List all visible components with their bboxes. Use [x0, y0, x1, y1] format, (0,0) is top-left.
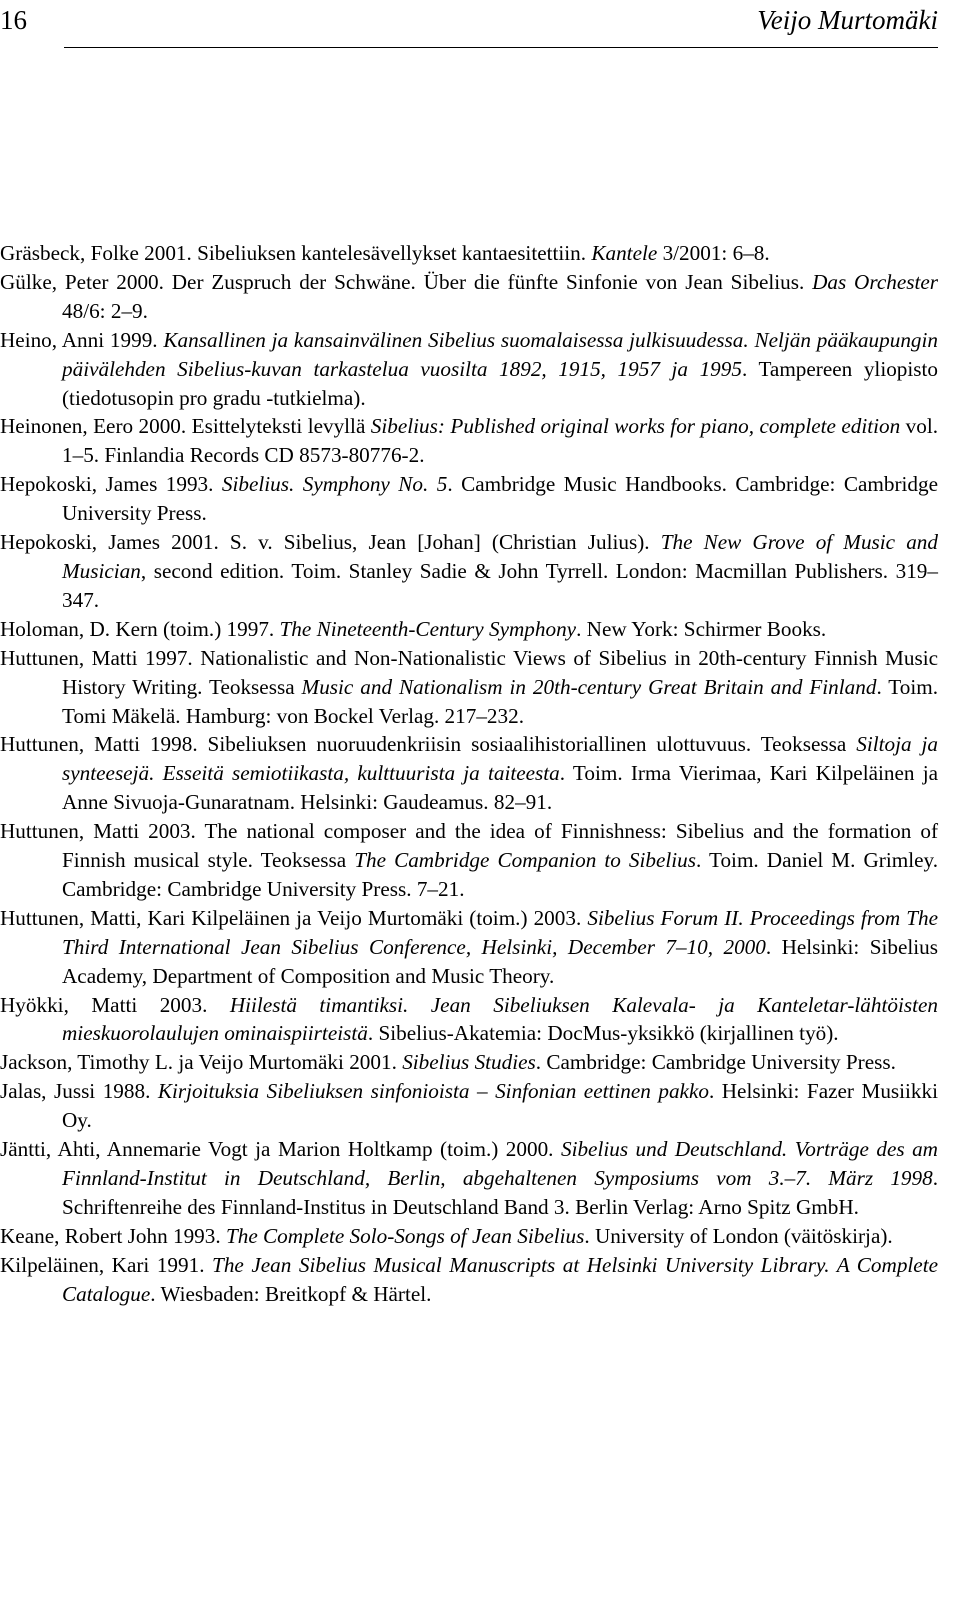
entry-text: 3/2001: 6–8. [657, 241, 770, 265]
bibliography-entry [0, 268, 938, 326]
entry-text: Heino, Anni 1999. [0, 327, 164, 352]
bibliography-entry [0, 239, 938, 268]
entry-text: . Toim. Daniel M. Grimley. Cambridge: Cambridge University Press. 7–21. [62, 848, 939, 901]
entry-text: . Toim. Irma Vierimaa, Kari Kilpeläinen ja Anne Sivuoja-Gunaratnam. Helsinki: Gaudeamus. 82–91. [62, 761, 938, 815]
entry-title: Kansallinen ja kansainvälinen Sibelius suomalaisessa julkisuudessa. Neljän pääkaupungin päivälehden Sibelius-kuvan tarkastelua vuosilta 1892, 1915, 1957 ja 1995 [62, 327, 938, 381]
bibliography-entry [0, 326, 938, 413]
entry-text: , second edition. Toim. Stanley Sadie & John Tyrrell. London: Macmillan Publishers. 319–347. [62, 558, 938, 612]
entry-text: . Helsinki: Fazer Musiikki Oy. [62, 1079, 939, 1133]
entry-text: . Toim. Tomi Mäkelä. Hamburg: von Bockel Verlag. 217–232. [62, 674, 939, 728]
entry-title: Sibelius Forum II. Proceedings from The Third International Jean Sibelius Conference, Helsinki, December 7–10, 2000 [62, 905, 938, 959]
bibliography-entry [0, 817, 938, 904]
entry-text: . University of London (väitöskirja). [584, 1223, 893, 1248]
bibliography-entry [0, 730, 938, 817]
bibliography-entry [0, 991, 938, 1049]
entry-text: . Cambridge Music Handbooks. Cambridge: Cambridge University Press. [62, 472, 938, 526]
entry-text: Jackson, Timothy L. ja Veijo Murtomäki 2001. [0, 1050, 403, 1075]
entry-title: Kirjoituksia Sibeliuksen sinfonioista – Sinfonian eettinen pakko [157, 1079, 709, 1104]
bibliography-entry [0, 1048, 938, 1077]
entry-text: Hepokoski, James 2001. S. v. Sibelius, Jean [Johan] (Christian Julius). [0, 530, 661, 555]
entry-text: Holoman, D. Kern (toim.) 1997. [0, 616, 280, 641]
entry-title: The Nineteenth-Century Symphony [279, 616, 577, 641]
entry-text: . Tampereen yliopisto (tiedotusopin pro gradu -tutkielma). [62, 356, 939, 410]
bibliography-entry [0, 1222, 938, 1251]
entry-text: Huttunen, Matti 1998. Sibeliuksen nuoruudenkriisin sosiaalihistoriallinen ulottuvuus. Teoksessa [0, 732, 857, 757]
bibliography-entry [0, 1077, 938, 1135]
entry-title: Sibelius. Symphony No. 5 [221, 472, 448, 497]
entry-text: Heinonen, Eero 2000. Esittelyteksti levyllä [0, 414, 371, 439]
bibliography-entry [0, 412, 938, 470]
entry-text: Jalas, Jussi 1988. [0, 1079, 158, 1104]
entry-title: Das Orchester [812, 269, 939, 294]
entry-text: . Sibelius-Akatemia: DocMus-yksikkö (kirjallinen työ). [367, 1021, 839, 1046]
entry-title: The Complete Solo-Songs of Jean Sibelius [225, 1223, 585, 1248]
entry-text: Gülke, Peter 2000. Der Zuspruch der Schwäne. Über die fünfte Sinfonie von Jean Sibelius. [0, 269, 813, 294]
entry-title: Hiilestä timantiksi. Jean Sibeliuksen Kalevala- ja Kanteletar-lähtöisten mieskuorolaulujen ominaispiirteistä [62, 992, 938, 1046]
bibliography-entry [0, 904, 938, 991]
entry-text: Hyökki, Matti 2003. [0, 992, 230, 1017]
entry-title: Music and Nationalism in 20th-century Great Britain and Finland [301, 674, 877, 699]
entry-title: The Cambridge Companion to Sibelius [354, 848, 697, 873]
bibliography-entry [0, 528, 938, 615]
entry-text: . New York: Schirmer Books. [576, 616, 827, 641]
bibliography-entry [0, 1251, 938, 1309]
entry-text: . Cambridge: Cambridge University Press. [535, 1050, 896, 1075]
entry-title: Sibelius Studies [402, 1050, 536, 1075]
entry-title: Kantele [591, 241, 658, 265]
entry-text: . Wiesbaden: Breitkopf & Härtel. [150, 1281, 432, 1306]
entry-title: Sibelius: Published original works for piano, complete edition [370, 414, 901, 439]
entry-text: Huttunen, Matti, Kari Kilpeläinen ja Veijo Murtomäki (toim.) 2003. [0, 905, 588, 930]
bibliography-entry [0, 1135, 938, 1222]
entry-title: Sibelius und Deutschland. Vorträge des am Finnland-Institut in Deutschland, Berlin, abgehaltenen Symposiums vom 3.–7. März 1998 [62, 1137, 938, 1190]
entry-text: Huttunen, Matti 2003. The national composer and the idea of Finnishness: Sibelius and the formation of Finnish musical style. Teoksessa [0, 819, 938, 873]
bibliography-entry [0, 470, 938, 528]
entry-text: Huttunen, Matti 1997. Nationalistic and Non-Nationalistic Views of Sibelius in 20th-century Finnish Music History Writing. Teoksessa [0, 645, 938, 699]
page-number: 16 [0, 5, 27, 35]
page-header [0, 0, 938, 50]
bibliography-entry [0, 644, 938, 731]
entry-text: Kilpeläinen, Kari 1991. [0, 1252, 213, 1277]
bibliography-list [0, 239, 938, 1309]
entry-text: 48/6: 2–9. [62, 298, 148, 323]
running-head: Veijo Murtomäki [757, 5, 938, 35]
entry-text: . Helsinki: Sibelius Academy, Department of Composition and Music Theory. [62, 934, 938, 988]
entry-text: . Schriftenreihe des Finnland-Institus in Deutschland Band 3. Berlin Verlag: Arno Spitz GmbH. [62, 1166, 938, 1219]
entry-title: The Jean Sibelius Musical Manuscripts at Helsinki University Library. A Complete Catalogue [62, 1252, 938, 1306]
entry-text: Hepokoski, James 1993. [0, 472, 222, 497]
entry-title: The New Grove of Music and Musician [62, 530, 938, 583]
entry-title: Siltoja ja synteesejä. Esseitä semiotiikasta, kulttuurista ja taiteesta [62, 732, 939, 786]
entry-text: Jäntti, Ahti, Annemarie Vogt ja Marion Holtkamp (toim.) 2000. [0, 1137, 561, 1162]
bibliography-entry [0, 615, 938, 644]
entry-text: Keane, Robert John 1993. [0, 1223, 226, 1248]
header-rule [64, 47, 938, 48]
entry-text: vol. 1–5. Finlandia Records CD 8573-80776-2. [62, 414, 939, 468]
entry-text: Gräsbeck, Folke 2001. Sibeliuksen kantelesävellykset kantaesitettiin. [0, 241, 592, 265]
